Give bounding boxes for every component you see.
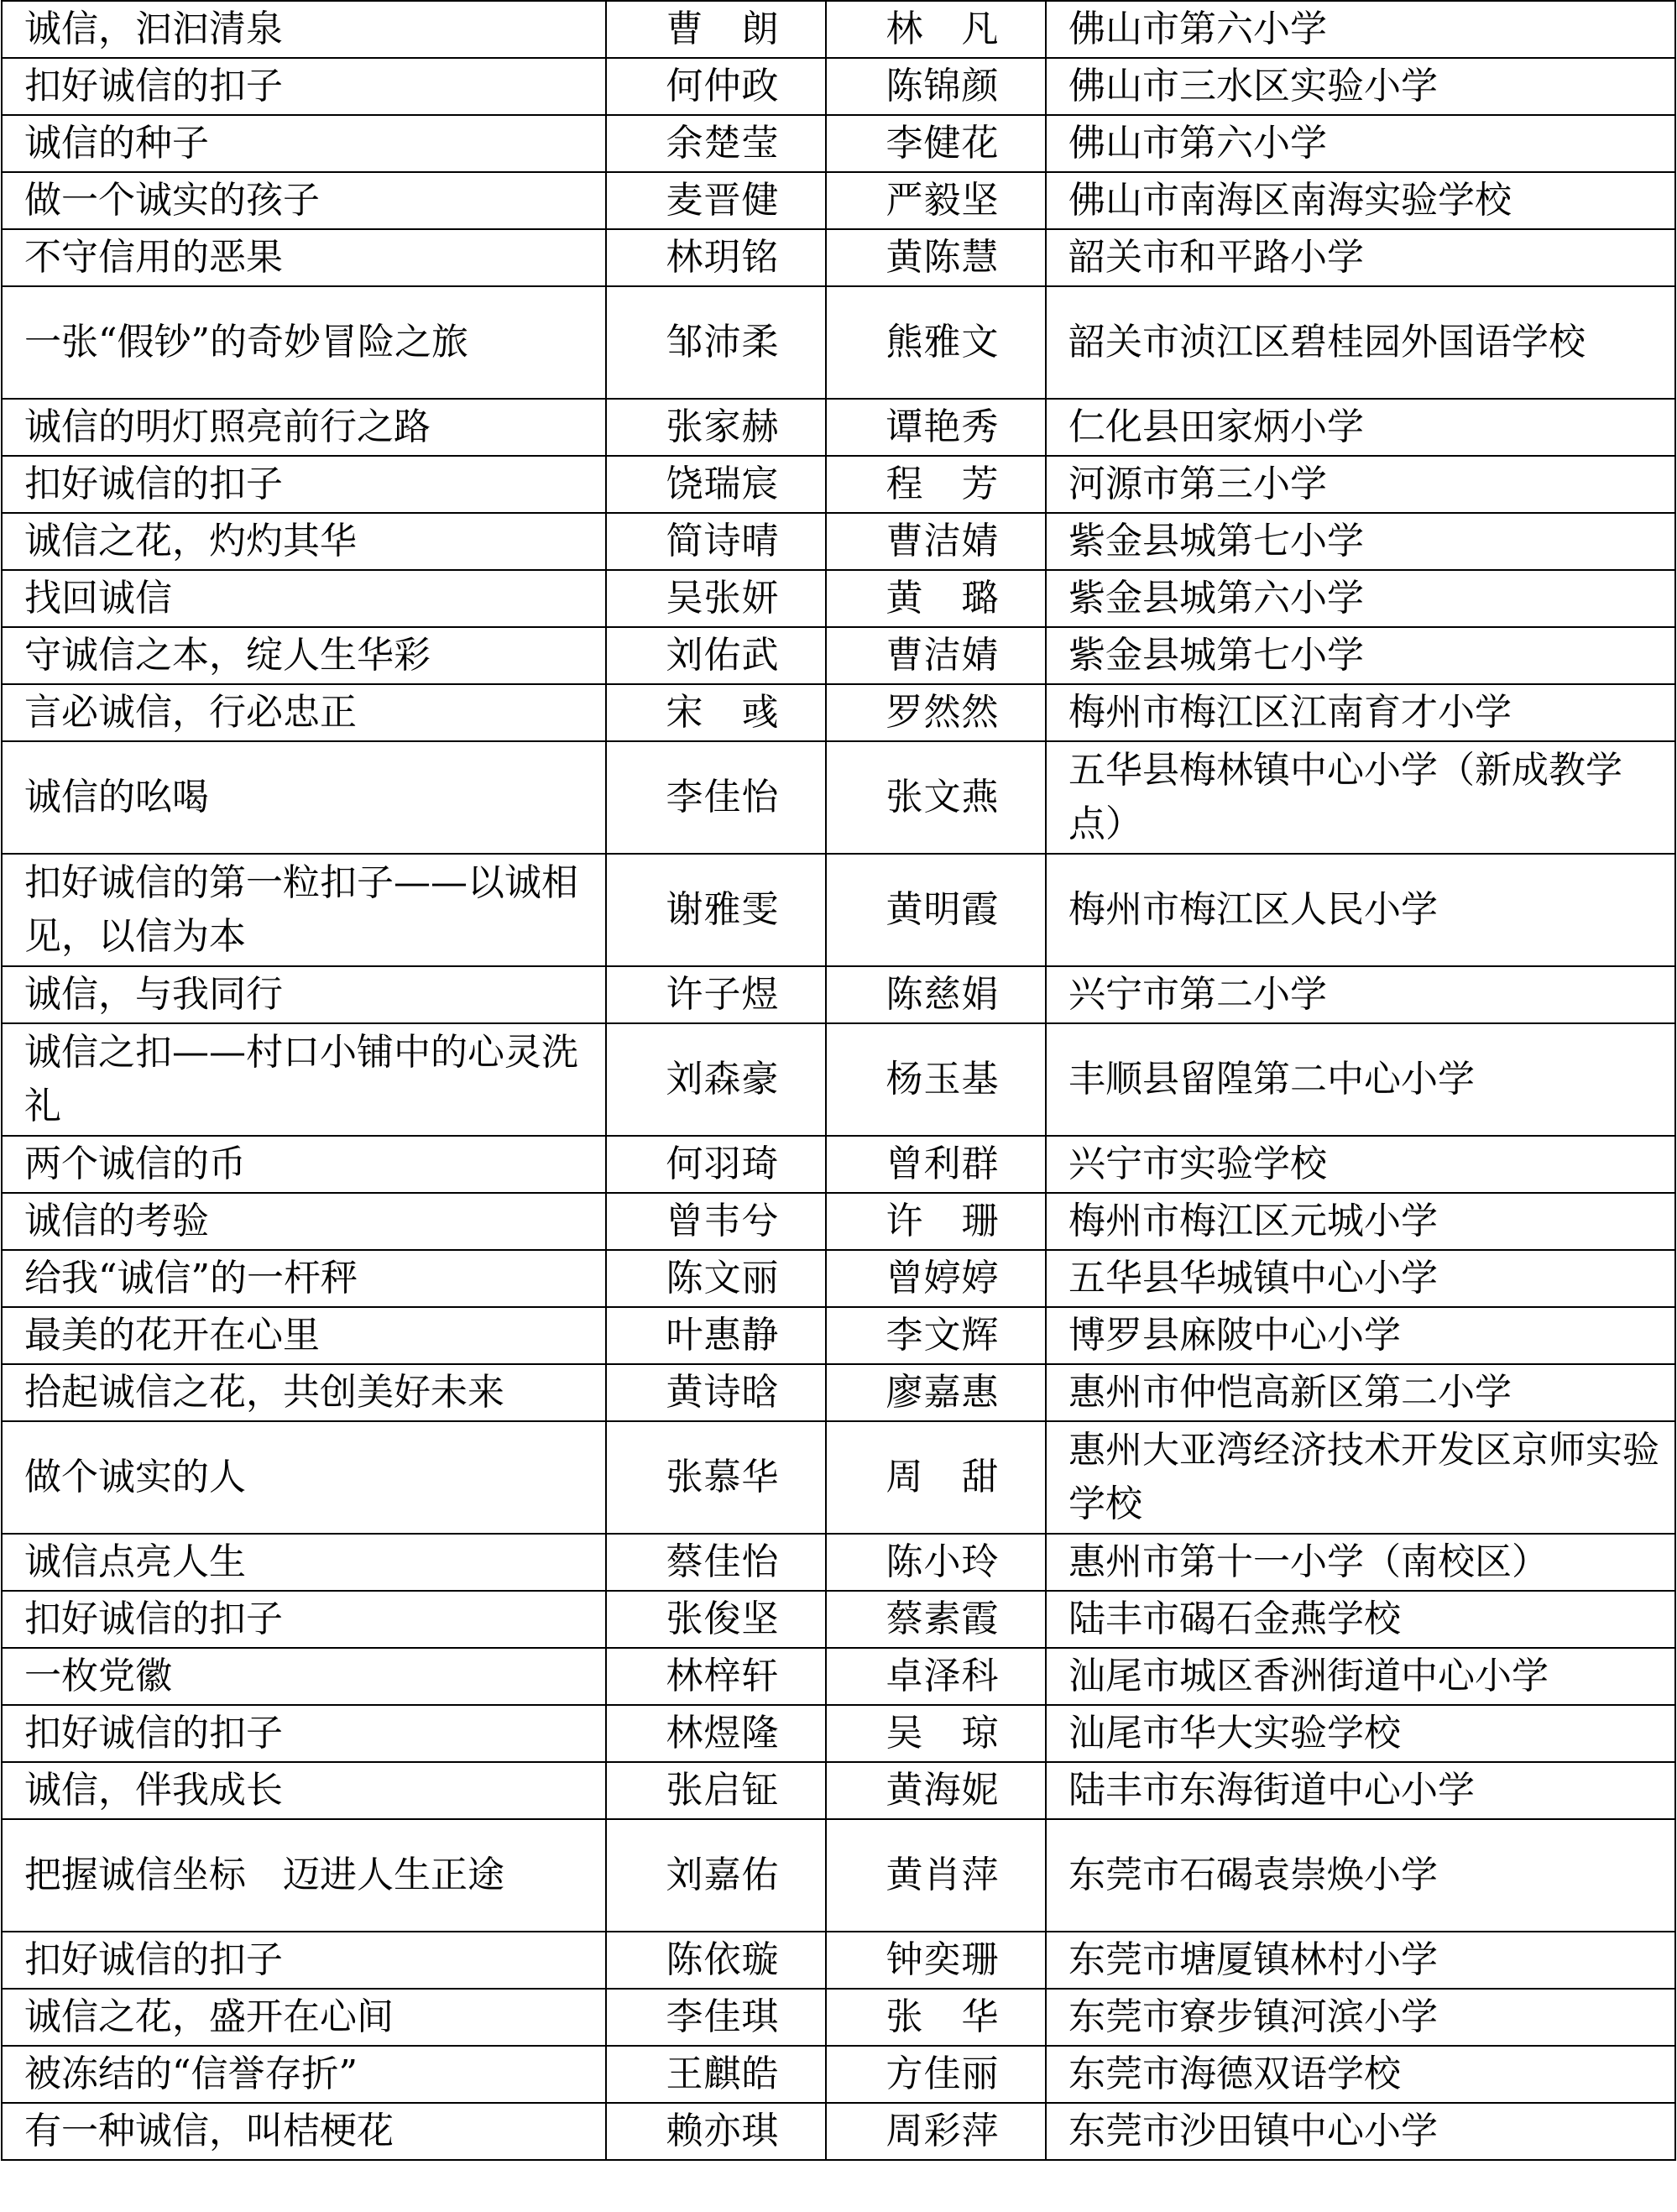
table-row bbox=[2, 1023, 1675, 1136]
table-row bbox=[2, 58, 1675, 115]
table-row bbox=[2, 627, 1675, 684]
title-cell: 诚信的种子 bbox=[2, 115, 606, 172]
table-row bbox=[2, 966, 1675, 1023]
school-cell: 梅州市梅江区江南育才小学 bbox=[1046, 684, 1675, 741]
title-cell: 一枚党徽 bbox=[2, 1648, 606, 1705]
school-cell: 佛山市第六小学 bbox=[1046, 1, 1675, 58]
student-cell: 余楚莹 bbox=[606, 115, 826, 172]
title-cell: 诚信的考验 bbox=[2, 1193, 606, 1250]
teacher-cell: 陈小玲 bbox=[826, 1534, 1046, 1591]
title-cell: 扣好诚信的扣子 bbox=[2, 1705, 606, 1762]
school-cell: 紫金县城第六小学 bbox=[1046, 570, 1675, 627]
school-cell: 佛山市三水区实验小学 bbox=[1046, 58, 1675, 115]
student-cell: 曹 朗 bbox=[606, 1, 826, 58]
school-cell: 兴宁市实验学校 bbox=[1046, 1136, 1675, 1193]
teacher-cell: 曹洁婧 bbox=[826, 513, 1046, 570]
teacher-cell: 谭艳秀 bbox=[826, 399, 1046, 456]
table-row bbox=[2, 1136, 1675, 1193]
student-cell: 刘佑武 bbox=[606, 627, 826, 684]
school-cell: 东莞市塘厦镇林村小学 bbox=[1046, 1932, 1675, 1989]
school-cell: 惠州市仲恺高新区第二小学 bbox=[1046, 1364, 1675, 1421]
school-cell: 惠州市第十一小学（南校区） bbox=[1046, 1534, 1675, 1591]
teacher-cell: 许 珊 bbox=[826, 1193, 1046, 1250]
school-cell: 陆丰市碣石金燕学校 bbox=[1046, 1591, 1675, 1648]
title-cell: 不守信用的恶果 bbox=[2, 229, 606, 286]
teacher-cell: 黄海妮 bbox=[826, 1762, 1046, 1819]
student-cell: 许子煜 bbox=[606, 966, 826, 1023]
title-cell: 找回诚信 bbox=[2, 570, 606, 627]
table-row bbox=[2, 1364, 1675, 1421]
school-cell: 五华县梅林镇中心小学（新成教学点） bbox=[1046, 741, 1675, 854]
title-cell: 有一种诚信，叫桔梗花 bbox=[2, 2103, 606, 2160]
student-cell: 吴张妍 bbox=[606, 570, 826, 627]
school-cell: 仁化县田家炳小学 bbox=[1046, 399, 1675, 456]
student-cell: 饶瑞宸 bbox=[606, 456, 826, 513]
school-cell: 佛山市南海区南海实验学校 bbox=[1046, 172, 1675, 229]
table-row bbox=[2, 286, 1675, 399]
teacher-cell: 熊雅文 bbox=[826, 286, 1046, 399]
title-cell: 最美的花开在心里 bbox=[2, 1307, 606, 1364]
title-cell: 诚信，伴我成长 bbox=[2, 1762, 606, 1819]
student-cell: 曾韦兮 bbox=[606, 1193, 826, 1250]
title-cell: 诚信之花，灼灼其华 bbox=[2, 513, 606, 570]
title-cell: 扣好诚信的扣子 bbox=[2, 1932, 606, 1989]
student-cell: 李佳琪 bbox=[606, 1989, 826, 2046]
student-cell: 蔡佳怡 bbox=[606, 1534, 826, 1591]
title-cell: 扣好诚信的第一粒扣子——以诚相见，以信为本 bbox=[2, 854, 606, 966]
teacher-cell: 吴 琼 bbox=[826, 1705, 1046, 1762]
school-cell: 汕尾市城区香洲街道中心小学 bbox=[1046, 1648, 1675, 1705]
school-cell: 东莞市石碣袁崇焕小学 bbox=[1046, 1819, 1675, 1932]
table-row bbox=[2, 1705, 1675, 1762]
student-cell: 林煜隆 bbox=[606, 1705, 826, 1762]
table-row bbox=[2, 1, 1675, 58]
school-cell: 紫金县城第七小学 bbox=[1046, 513, 1675, 570]
table-row bbox=[2, 456, 1675, 513]
student-cell: 刘嘉佑 bbox=[606, 1819, 826, 1932]
teacher-cell: 陈锦颜 bbox=[826, 58, 1046, 115]
student-cell: 何羽琦 bbox=[606, 1136, 826, 1193]
student-cell: 林梓轩 bbox=[606, 1648, 826, 1705]
student-cell: 何仲政 bbox=[606, 58, 826, 115]
title-cell: 诚信之花，盛开在心间 bbox=[2, 1989, 606, 2046]
school-cell: 丰顺县留隍第二中心小学 bbox=[1046, 1023, 1675, 1136]
teacher-cell: 方佳丽 bbox=[826, 2046, 1046, 2103]
teacher-cell: 罗然然 bbox=[826, 684, 1046, 741]
school-cell: 五华县华城镇中心小学 bbox=[1046, 1250, 1675, 1307]
table-row bbox=[2, 1648, 1675, 1705]
title-cell: 给我“诚信”的一杆秤 bbox=[2, 1250, 606, 1307]
title-cell: 扣好诚信的扣子 bbox=[2, 58, 606, 115]
table-row bbox=[2, 399, 1675, 456]
teacher-cell: 黄明霞 bbox=[826, 854, 1046, 966]
teacher-cell: 周 甜 bbox=[826, 1421, 1046, 1534]
title-cell: 言必诚信，行必忠正 bbox=[2, 684, 606, 741]
school-cell: 紫金县城第七小学 bbox=[1046, 627, 1675, 684]
table-row bbox=[2, 1591, 1675, 1648]
teacher-cell: 李健花 bbox=[826, 115, 1046, 172]
student-cell: 黄诗晗 bbox=[606, 1364, 826, 1421]
awards-table bbox=[1, 0, 1676, 2161]
student-cell: 张启钲 bbox=[606, 1762, 826, 1819]
table-row bbox=[2, 513, 1675, 570]
school-cell: 梅州市梅江区元城小学 bbox=[1046, 1193, 1675, 1250]
teacher-cell: 林 凡 bbox=[826, 1, 1046, 58]
teacher-cell: 钟奕珊 bbox=[826, 1932, 1046, 1989]
school-cell: 梅州市梅江区人民小学 bbox=[1046, 854, 1675, 966]
student-cell: 邹沛柔 bbox=[606, 286, 826, 399]
teacher-cell: 曹洁婧 bbox=[826, 627, 1046, 684]
title-cell: 一张“假钞”的奇妙冒险之旅 bbox=[2, 286, 606, 399]
teacher-cell: 曾婷婷 bbox=[826, 1250, 1046, 1307]
title-cell: 诚信，汩汩清泉 bbox=[2, 1, 606, 58]
student-cell: 宋 彧 bbox=[606, 684, 826, 741]
teacher-cell: 黄陈慧 bbox=[826, 229, 1046, 286]
student-cell: 张俊坚 bbox=[606, 1591, 826, 1648]
student-cell: 林玥铭 bbox=[606, 229, 826, 286]
title-cell: 做个诚实的人 bbox=[2, 1421, 606, 1534]
school-cell: 河源市第三小学 bbox=[1046, 456, 1675, 513]
teacher-cell: 张 华 bbox=[826, 1989, 1046, 2046]
title-cell: 把握诚信坐标 迈进人生正途 bbox=[2, 1819, 606, 1932]
title-cell: 拾起诚信之花，共创美好未来 bbox=[2, 1364, 606, 1421]
title-cell: 诚信的吆喝 bbox=[2, 741, 606, 854]
school-cell: 东莞市寮步镇河滨小学 bbox=[1046, 1989, 1675, 2046]
table-row bbox=[2, 1534, 1675, 1591]
title-cell: 扣好诚信的扣子 bbox=[2, 1591, 606, 1648]
student-cell: 李佳怡 bbox=[606, 741, 826, 854]
table-row bbox=[2, 2046, 1675, 2103]
title-cell: 被冻结的“信誉存折” bbox=[2, 2046, 606, 2103]
teacher-cell: 卓泽科 bbox=[826, 1648, 1046, 1705]
title-cell: 扣好诚信的扣子 bbox=[2, 456, 606, 513]
title-cell: 两个诚信的币 bbox=[2, 1136, 606, 1193]
teacher-cell: 蔡素霞 bbox=[826, 1591, 1046, 1648]
teacher-cell: 陈慈娟 bbox=[826, 966, 1046, 1023]
title-cell: 诚信点亮人生 bbox=[2, 1534, 606, 1591]
table-row bbox=[2, 570, 1675, 627]
teacher-cell: 黄 璐 bbox=[826, 570, 1046, 627]
student-cell: 赖亦琪 bbox=[606, 2103, 826, 2160]
title-cell: 诚信，与我同行 bbox=[2, 966, 606, 1023]
student-cell: 麦晋健 bbox=[606, 172, 826, 229]
student-cell: 陈文丽 bbox=[606, 1250, 826, 1307]
school-cell: 汕尾市华大实验学校 bbox=[1046, 1705, 1675, 1762]
student-cell: 张慕华 bbox=[606, 1421, 826, 1534]
table-row bbox=[2, 854, 1675, 966]
table-row bbox=[2, 741, 1675, 854]
table-row bbox=[2, 229, 1675, 286]
student-cell: 刘森豪 bbox=[606, 1023, 826, 1136]
teacher-cell: 周彩萍 bbox=[826, 2103, 1046, 2160]
teacher-cell: 严毅坚 bbox=[826, 172, 1046, 229]
school-cell: 韶关市和平路小学 bbox=[1046, 229, 1675, 286]
student-cell: 张家赫 bbox=[606, 399, 826, 456]
teacher-cell: 杨玉基 bbox=[826, 1023, 1046, 1136]
table-row bbox=[2, 684, 1675, 741]
teacher-cell: 廖嘉惠 bbox=[826, 1364, 1046, 1421]
student-cell: 陈依璇 bbox=[606, 1932, 826, 1989]
student-cell: 叶惠静 bbox=[606, 1307, 826, 1364]
table-row bbox=[2, 1250, 1675, 1307]
school-cell: 东莞市海德双语学校 bbox=[1046, 2046, 1675, 2103]
school-cell: 博罗县麻陂中心小学 bbox=[1046, 1307, 1675, 1364]
teacher-cell: 程 芳 bbox=[826, 456, 1046, 513]
teacher-cell: 张文燕 bbox=[826, 741, 1046, 854]
table-row bbox=[2, 1819, 1675, 1932]
school-cell: 陆丰市东海街道中心小学 bbox=[1046, 1762, 1675, 1819]
school-cell: 兴宁市第二小学 bbox=[1046, 966, 1675, 1023]
student-cell: 简诗晴 bbox=[606, 513, 826, 570]
school-cell: 惠州大亚湾经济技术开发区京师实验学校 bbox=[1046, 1421, 1675, 1534]
title-cell: 守诚信之本，绽人生华彩 bbox=[2, 627, 606, 684]
table-row bbox=[2, 1421, 1675, 1534]
teacher-cell: 曾利群 bbox=[826, 1136, 1046, 1193]
title-cell: 诚信之扣——村口小铺中的心灵洗礼 bbox=[2, 1023, 606, 1136]
school-cell: 韶关市浈江区碧桂园外国语学校 bbox=[1046, 286, 1675, 399]
school-cell: 佛山市第六小学 bbox=[1046, 115, 1675, 172]
table-row bbox=[2, 1762, 1675, 1819]
table-row bbox=[2, 1193, 1675, 1250]
title-cell: 做一个诚实的孩子 bbox=[2, 172, 606, 229]
table-row bbox=[2, 1989, 1675, 2046]
teacher-cell: 黄肖萍 bbox=[826, 1819, 1046, 1932]
table-row bbox=[2, 115, 1675, 172]
student-cell: 王麒皓 bbox=[606, 2046, 826, 2103]
teacher-cell: 李文辉 bbox=[826, 1307, 1046, 1364]
title-cell: 诚信的明灯照亮前行之路 bbox=[2, 399, 606, 456]
table-row bbox=[2, 2103, 1675, 2160]
student-cell: 谢雅雯 bbox=[606, 854, 826, 966]
table-row bbox=[2, 172, 1675, 229]
table-row bbox=[2, 1307, 1675, 1364]
school-cell: 东莞市沙田镇中心小学 bbox=[1046, 2103, 1675, 2160]
table-row bbox=[2, 1932, 1675, 1989]
